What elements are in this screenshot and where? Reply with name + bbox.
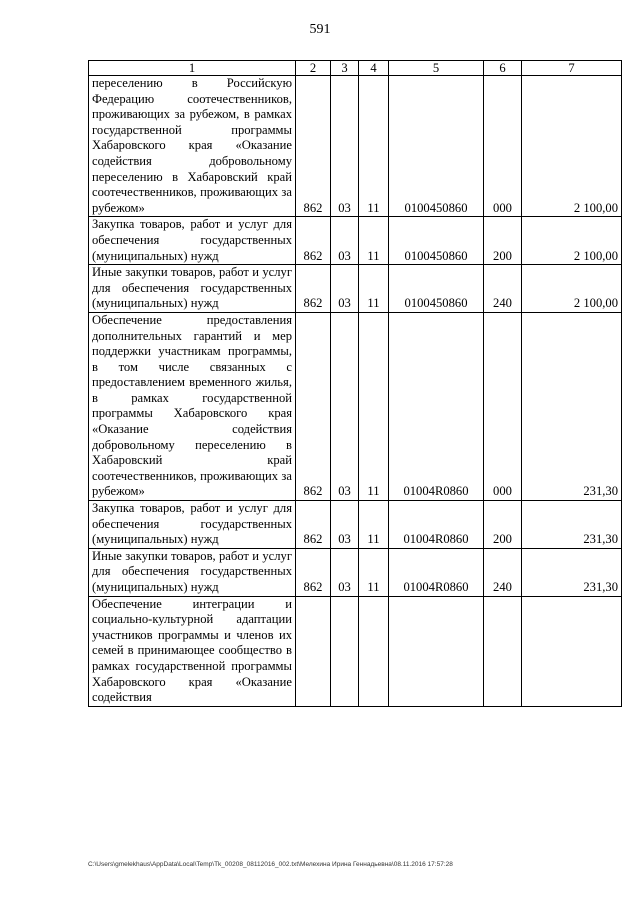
table-row bbox=[89, 596, 622, 706]
budget-table bbox=[88, 60, 622, 707]
cell-target-article: 0100450860 bbox=[389, 76, 484, 217]
table-row bbox=[89, 312, 622, 500]
column-header: 3 bbox=[331, 61, 359, 76]
page-number: 591 bbox=[309, 22, 331, 37]
cell-amount bbox=[522, 596, 622, 706]
column-header: 1 bbox=[89, 61, 296, 76]
row-name: Закупка товаров, работ и услуг для обеспечения государственных (муниципальных) нужд bbox=[89, 501, 296, 549]
cell-expense-type: 000 bbox=[484, 76, 522, 217]
cell-expense-type: 000 bbox=[484, 312, 522, 500]
cell-target-article: 01004R0860 bbox=[389, 501, 484, 549]
column-header: 2 bbox=[296, 61, 331, 76]
cell-target-article: 0100450860 bbox=[389, 265, 484, 313]
cell-subsection: 11 bbox=[359, 265, 389, 313]
cell-amount: 231,30 bbox=[522, 548, 622, 596]
cell-target-article bbox=[389, 596, 484, 706]
cell-amount: 231,30 bbox=[522, 501, 622, 549]
cell-subsection: 11 bbox=[359, 548, 389, 596]
cell-expense-type: 240 bbox=[484, 548, 522, 596]
cell-expense-type: 240 bbox=[484, 265, 522, 313]
cell-expense-type: 200 bbox=[484, 217, 522, 265]
column-header: 6 bbox=[484, 61, 522, 76]
cell-section bbox=[331, 596, 359, 706]
cell-subsection: 11 bbox=[359, 76, 389, 217]
cell-target-article: 0100450860 bbox=[389, 217, 484, 265]
cell-amount: 2 100,00 bbox=[522, 217, 622, 265]
table-row bbox=[89, 501, 622, 549]
column-header: 4 bbox=[359, 61, 389, 76]
cell-section: 03 bbox=[331, 217, 359, 265]
table-row bbox=[89, 548, 622, 596]
cell-ministry-code: 862 bbox=[296, 312, 331, 500]
row-name: переселению в Российскую Федерацию соотечественников, проживающих за рубежом, в рамках государственной программы Хабаровского края «Оказание содействия добровольному переселению в Хабаровский край соотечественников, проживающих за рубежом» bbox=[89, 76, 296, 217]
cell-ministry-code: 862 bbox=[296, 548, 331, 596]
cell-ministry-code: 862 bbox=[296, 501, 331, 549]
row-name: Иные закупки товаров, работ и услуг для обеспечения государственных (муниципальных) нужд bbox=[89, 548, 296, 596]
cell-ministry-code: 862 bbox=[296, 217, 331, 265]
cell-subsection bbox=[359, 596, 389, 706]
row-name: Обеспечение интеграции и социально-культурной адаптации участников программы и членов их семей в принимающее сообщество в рамках государственной программы Хабаровского края «Оказание содействия bbox=[89, 596, 296, 706]
cell-target-article: 01004R0860 bbox=[389, 312, 484, 500]
cell-amount: 231,30 bbox=[522, 312, 622, 500]
row-name: Закупка товаров, работ и услуг для обеспечения государственных (муниципальных) нужд bbox=[89, 217, 296, 265]
cell-target-article: 01004R0860 bbox=[389, 548, 484, 596]
cell-section: 03 bbox=[331, 76, 359, 217]
cell-subsection: 11 bbox=[359, 217, 389, 265]
cell-ministry-code: 862 bbox=[296, 76, 331, 217]
table-row bbox=[89, 76, 622, 217]
file-path-footer: C:\Users\gmelekhaus\AppData\Local\Temp\Tk_00208_08112016_002.txt\Мелехина Ирина Геннадьевна\08.11.2016 17:57:28 bbox=[88, 861, 453, 868]
table-row bbox=[89, 217, 622, 265]
table-row bbox=[89, 265, 622, 313]
cell-subsection: 11 bbox=[359, 312, 389, 500]
cell-subsection: 11 bbox=[359, 501, 389, 549]
column-header: 5 bbox=[389, 61, 484, 76]
cell-section: 03 bbox=[331, 312, 359, 500]
cell-section: 03 bbox=[331, 501, 359, 549]
cell-ministry-code bbox=[296, 596, 331, 706]
header-row bbox=[89, 61, 622, 76]
row-name: Обеспечение предоставления дополнительных гарантий и мер поддержки участникам программы, в том числе связанных с предоставлением временного жилья, в рамках государственной программы Хабаровского края «Оказание содействия добровольному переселению в Хабаровский край соотечественников, проживающих за рубежом» bbox=[89, 312, 296, 500]
cell-expense-type: 200 bbox=[484, 501, 522, 549]
column-header: 7 bbox=[522, 61, 622, 76]
cell-amount: 2 100,00 bbox=[522, 76, 622, 217]
cell-section: 03 bbox=[331, 548, 359, 596]
cell-amount: 2 100,00 bbox=[522, 265, 622, 313]
cell-section: 03 bbox=[331, 265, 359, 313]
cell-expense-type bbox=[484, 596, 522, 706]
cell-ministry-code: 862 bbox=[296, 265, 331, 313]
row-name: Иные закупки товаров, работ и услуг для обеспечения государственных (муниципальных) нужд bbox=[89, 265, 296, 313]
